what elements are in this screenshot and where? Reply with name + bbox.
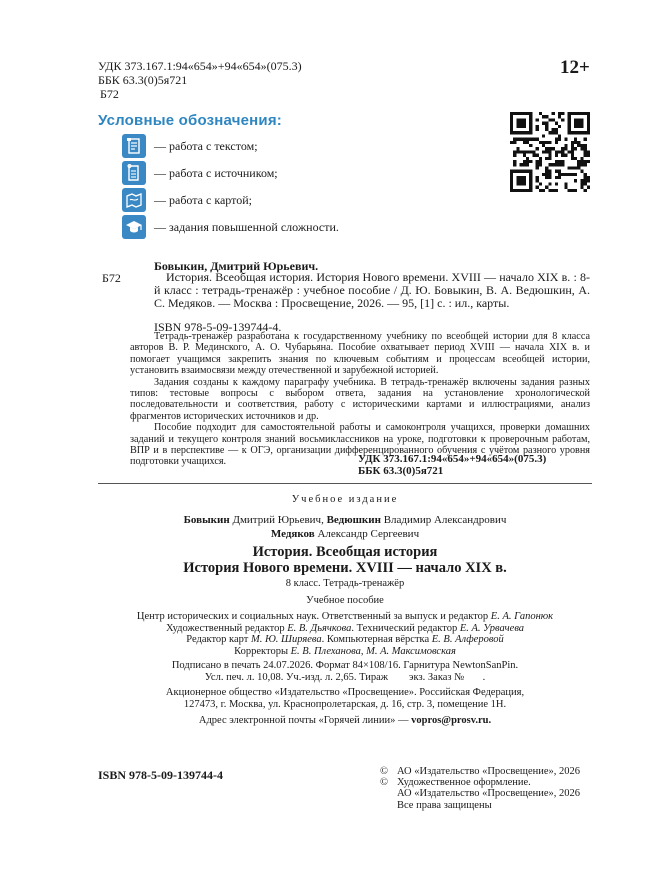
annotation-paragraph: Тетрадь-тренажёр разработана к государственному учебнику по всеобщей истории для 8 класса авторов В. Р. Мединского, А. О. Чубарьяна. Пособие охватывает период XVIII — начала XIX в. и помогает учащимся закрепить знания по ключевым событиям и процессам всеобщей истории, установить взаимосвязи между отечественной и зарубежной историей. (130, 331, 590, 377)
hotline (98, 715, 592, 726)
bbk-line: ББК 63.3(0)5я721 (358, 465, 444, 477)
legend-label: — работа с источником; (154, 165, 278, 180)
author-surname: Бовыкин (183, 514, 230, 526)
credit-label: . Технический редактор (351, 622, 460, 634)
text-work-icon (122, 134, 146, 158)
catalog-classification (358, 453, 546, 477)
credit-label: Редактор карт (186, 634, 251, 646)
hotline-email[interactable]: vopros@prosv.ru. (411, 715, 492, 726)
publisher-info (98, 687, 592, 710)
author-surname: Медяков (270, 528, 315, 540)
print-info-line: Усл. печ. л. 10,08. Уч.-изд. л. 2,65. Тираж экз. Заказ № . (204, 671, 486, 683)
credit-name: Е. В. Дьячкова (287, 622, 352, 634)
credits-block (98, 611, 592, 657)
catalog-isbn: ISBN 978-5-09-139744-4. (154, 320, 282, 334)
bbk-line: ББК 63.3(0)5я721 (98, 73, 188, 87)
legend-label: — задания повышенной сложности. (154, 219, 339, 234)
catalog-author-heading: Бовыкин, Дмитрий Юрьевич. (154, 259, 319, 273)
copyright-line: АО «Издательство «Просвещение», 2026 (397, 788, 581, 800)
credit-label: Корректоры (234, 645, 291, 657)
copyright-line: АО «Издательство «Просвещение», 2026 (397, 766, 581, 777)
author-name: Владимир Александрович (380, 514, 507, 526)
source-work-icon (122, 161, 146, 185)
title-line-1: История. Всеобщая история (252, 544, 438, 560)
grade-line: 8 класс. Тетрадь-тренажёр (285, 578, 405, 589)
credit-name: Е. А. Урвачева (459, 622, 525, 634)
annotation-paragraph: Задания созданы к каждому параграфу учебника. В тетрадь-тренажёр включены задания разных типов: тестовые вопросы с выбором ответа, задания на установление хронологической последовательности и соответствия, работу с историческими картами и иллюстрациями, анализ фрагментов исторических источников и др. (130, 376, 590, 422)
publisher-line: 127473, г. Москва, ул. Краснопролетарская, д. 16, стр. 3, помещение 1Н. (183, 698, 507, 710)
author-name: Дмитрий Юрьевич, (229, 514, 327, 526)
map-work-icon (122, 188, 146, 212)
legend-item-source-work (122, 160, 278, 186)
udk-line: УДК 373.167.1:94«654»+94«654»(075.3) (98, 59, 302, 73)
print-info (98, 660, 592, 683)
credit-name: Е. В. Плеханова, М. А. Максимовская (290, 645, 456, 657)
legend-label: — работа с текстом; (154, 138, 258, 153)
publisher-line: Акционерное общество «Издательство «Просвещение». Российская Федерация, (165, 687, 525, 698)
catalog-code: Б72 (102, 271, 121, 285)
legend-title: Условные обозначения: (98, 112, 282, 129)
copyright-block (380, 766, 580, 811)
qr-code-icon[interactable] (510, 112, 590, 192)
print-info-line: Подписано в печать 24.07.2026. Формат 84×108/16. Гарнитура NewtonSanPin. (171, 660, 519, 671)
imprint-authors (98, 513, 592, 541)
header-udk-block (98, 59, 302, 101)
annotation-paragraph: Пособие подходит для самостоятельной работы и самоконтроля учащихся, проверки домашних заданий и текущего контроля знаний восьмиклассников на уроке, подготовки к проверочным работам, ВПР и в перспективе — к ОГЭ, организации дифференцированного обучения с учётом разного уровня подготовки учащихся. (130, 422, 590, 468)
footer-isbn: ISBN 978-5-09-139744-4 (98, 768, 223, 782)
copyright-line: Художественное оформление. (397, 777, 531, 789)
author-surname: Ведюшкин (326, 514, 381, 526)
credit-label: . Компьютерная вёрстка (321, 634, 432, 646)
catalog-annotation (130, 331, 590, 468)
book-title (98, 544, 592, 576)
legend-item-map-work (122, 187, 252, 213)
hotline-label: Адрес электронной почты «Горячей линии» — (198, 715, 412, 726)
catalog-description: История. Всеобщая история. История Нового времени. XVIII — начало XIX в. : 8-й класс : тетрадь-тренажёр : учебное пособие / Д. Ю. Бовыкин, В. А. Ведюшкин, А. С. Медяков. — Москва : Просвещение, 2026. — 95, [1] с. : ил., карты. (154, 270, 590, 310)
title-line-2: История Нового времени. XVIII — начало XIX в. (183, 560, 507, 576)
credit-label: Художественный редактор (165, 622, 288, 634)
udk-line: УДК 373.167.1:94«654»+94«654»(075.3) (358, 453, 547, 465)
legend-label: — работа с картой; (154, 192, 252, 207)
copyright-icon: © (380, 766, 388, 777)
edition-type: Учебное издание (291, 494, 399, 505)
copyright-icon: © (380, 777, 388, 789)
legend-item-text-work (122, 133, 258, 159)
credit-name: Е. В. Алферовой (431, 634, 504, 646)
credit-name: М. Ю. Ширяева (250, 634, 322, 646)
credit-label: Центр исторических и социальных наук. Ответственный за выпуск и редактор (136, 611, 491, 622)
book-type: Учебное пособие (306, 595, 384, 606)
copyright-line: Все права защищены (397, 799, 492, 811)
credit-name: Е. А. Гапонюк (490, 611, 554, 622)
graduation-cap-icon (122, 215, 146, 239)
age-rating: 12+ (560, 57, 590, 78)
divider (98, 483, 592, 484)
author-sign: Б72 (100, 87, 119, 101)
author-name: Александр Сергеевич (314, 528, 420, 540)
legend-item-advanced-tasks (122, 214, 339, 240)
